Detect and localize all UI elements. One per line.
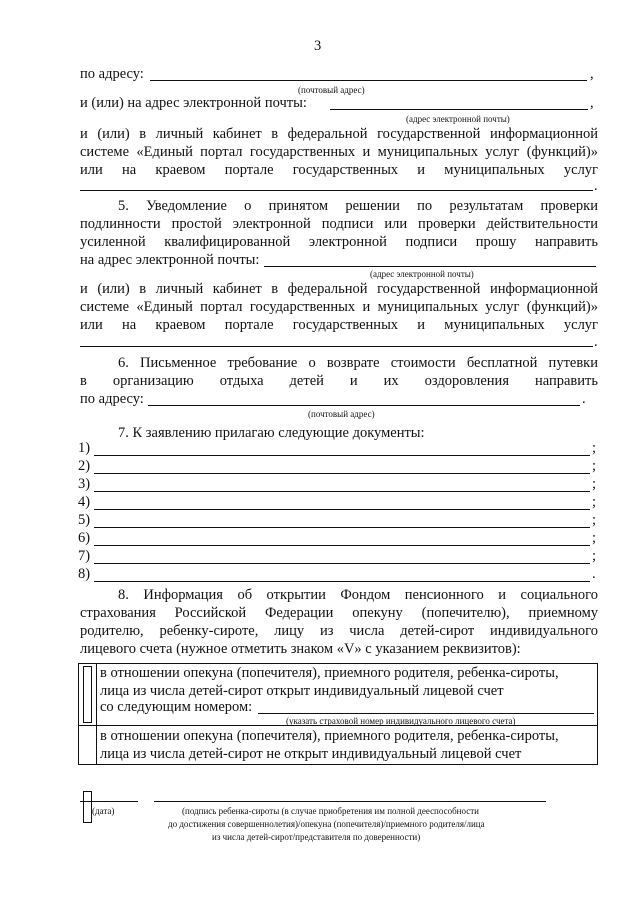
option-2-checkbox[interactable] — [83, 791, 92, 823]
s5-text-2: подлинности простой электронной подписи или проверки действительности — [80, 216, 598, 232]
s7-heading: 7. К заявлению прилагаю следующие документы: — [118, 425, 425, 441]
signature-caption-2: до достижения совершеннолетия)/опекуна (попечителя)/приемного родителя/лица — [168, 819, 485, 829]
s5-end-dot: . — [594, 334, 598, 350]
s5-cabinet-text-2: системе «Единый портал государственных и муниципальных услуг (функций)» — [80, 299, 598, 315]
item-last-end: . — [592, 566, 596, 582]
page-number: 3 — [314, 38, 322, 54]
cabinet-text-1: и (или) в личный кабинет в федеральной государственной информационной — [80, 126, 598, 142]
blank-line[interactable] — [80, 190, 593, 191]
signature-field[interactable] — [154, 801, 546, 802]
email-caption: (адрес электронной почты) — [406, 114, 510, 124]
doc-item-number: 3) — [78, 476, 91, 492]
snils-caption: (указать страховой номер индивидуального лицевого счета) — [286, 716, 516, 726]
s5-email-caption: (адрес электронной почты) — [370, 269, 474, 279]
cabinet-text-2: системе «Единый портал государственных и муниципальных услуг (функций)» — [80, 144, 598, 160]
doc-item-field[interactable] — [94, 509, 590, 510]
date-field[interactable] — [80, 801, 138, 802]
s5-email-field[interactable] — [264, 266, 596, 267]
doc-item-field[interactable] — [94, 563, 590, 564]
email-end: , — [590, 95, 594, 111]
option-1-text-2: лица из числа детей-сирот открыт индивидуальный лицевой счет — [100, 683, 504, 699]
s5-cabinet-text-1: и (или) в личный кабинет в федеральной государственной информационной — [80, 281, 598, 297]
end-dot: . — [594, 178, 598, 194]
doc-item-field[interactable] — [94, 545, 590, 546]
s5-blank-line[interactable] — [80, 346, 593, 347]
doc-item-number: 5) — [78, 512, 91, 528]
s6-end-dot: . — [582, 391, 586, 407]
date-caption: (дата) — [92, 806, 115, 816]
doc-item-field[interactable] — [94, 473, 590, 474]
s5-text-1: 5. Уведомление о принятом решении по результатам проверки — [118, 198, 598, 214]
signature-caption-3: из числа детей-сирот/представителя по доверенности) — [212, 832, 421, 842]
item-sep: ; — [592, 440, 597, 456]
option-1-text-3: со следующим номером: — [100, 699, 253, 715]
option-1-cell — [79, 664, 97, 726]
s8-text-4: лицевого счета (нужное отметить знаком «V» с указанием реквизитов): — [80, 641, 521, 657]
s8-text-1: 8. Информация об открытии Фондом пенсионного и социального — [118, 587, 598, 603]
s6-text-1: 6. Письменное требование о возврате стоимости бесплатной путевки — [118, 355, 598, 371]
item-sep: ; — [592, 548, 597, 564]
option-1-checkbox[interactable] — [83, 666, 92, 723]
option-2-text-2: лица из числа детей-сирот не открыт индивидуальный лицевой счет — [100, 746, 522, 762]
s5-email-label: на адрес электронной почты: — [80, 252, 260, 268]
address-end: , — [590, 66, 594, 82]
doc-item-field[interactable] — [94, 491, 590, 492]
doc-item-field[interactable] — [94, 581, 590, 582]
s8-text-2: страхования Российской Федерации опекуну (попечителю), приемному — [80, 605, 598, 621]
doc-item-number: 4) — [78, 494, 91, 510]
doc-item-number: 1) — [78, 440, 91, 456]
s5-text-3: усиленной квалифицированной электронной подписи прошу направить — [80, 234, 598, 250]
option-2-text-1: в отношении опекуна (попечителя), приемного родителя, ребенка-сироты, — [100, 728, 559, 744]
postal-address-caption: (почтовый адрес) — [298, 85, 365, 95]
item-sep: ; — [592, 494, 597, 510]
s6-text-2: в организацию отдыха детей и их оздоровления направить — [80, 373, 598, 389]
doc-item-number: 6) — [78, 530, 91, 546]
item-sep: ; — [592, 530, 597, 546]
s6-address-label: по адресу: — [80, 391, 144, 407]
address-label: по адресу: — [80, 66, 144, 82]
option-2-cell — [79, 726, 97, 764]
doc-item-field[interactable] — [94, 527, 590, 528]
email-field[interactable] — [330, 109, 588, 110]
s8-text-3: родителю, ребенку-сироте, лицу из числа детей-сирот индивидуального — [80, 623, 598, 639]
cabinet-text-3: или на краевом портале государственных и муниципальных услуг — [80, 162, 598, 178]
doc-item-field[interactable] — [94, 455, 590, 456]
signature-caption-1: (подпись ребенка-сироты (в случае приобретения им полной дееспособности — [182, 806, 479, 816]
item-sep: ; — [592, 458, 597, 474]
item-sep: ; — [592, 476, 597, 492]
s5-cabinet-text-3: или на краевом портале государственных и муниципальных услуг — [80, 317, 598, 333]
item-sep: ; — [592, 512, 597, 528]
snils-field[interactable] — [258, 713, 594, 714]
doc-item-number: 8) — [78, 566, 91, 582]
email-label: и (или) на адрес электронной почты: — [80, 95, 307, 111]
s6-address-field[interactable] — [148, 405, 580, 406]
doc-item-number: 7) — [78, 548, 91, 564]
postal-address-field[interactable] — [150, 80, 587, 81]
doc-item-number: 2) — [78, 458, 91, 474]
s6-postal-caption: (почтовый адрес) — [308, 409, 375, 419]
option-1-text-1: в отношении опекуна (попечителя), приемного родителя, ребенка-сироты, — [100, 665, 559, 681]
